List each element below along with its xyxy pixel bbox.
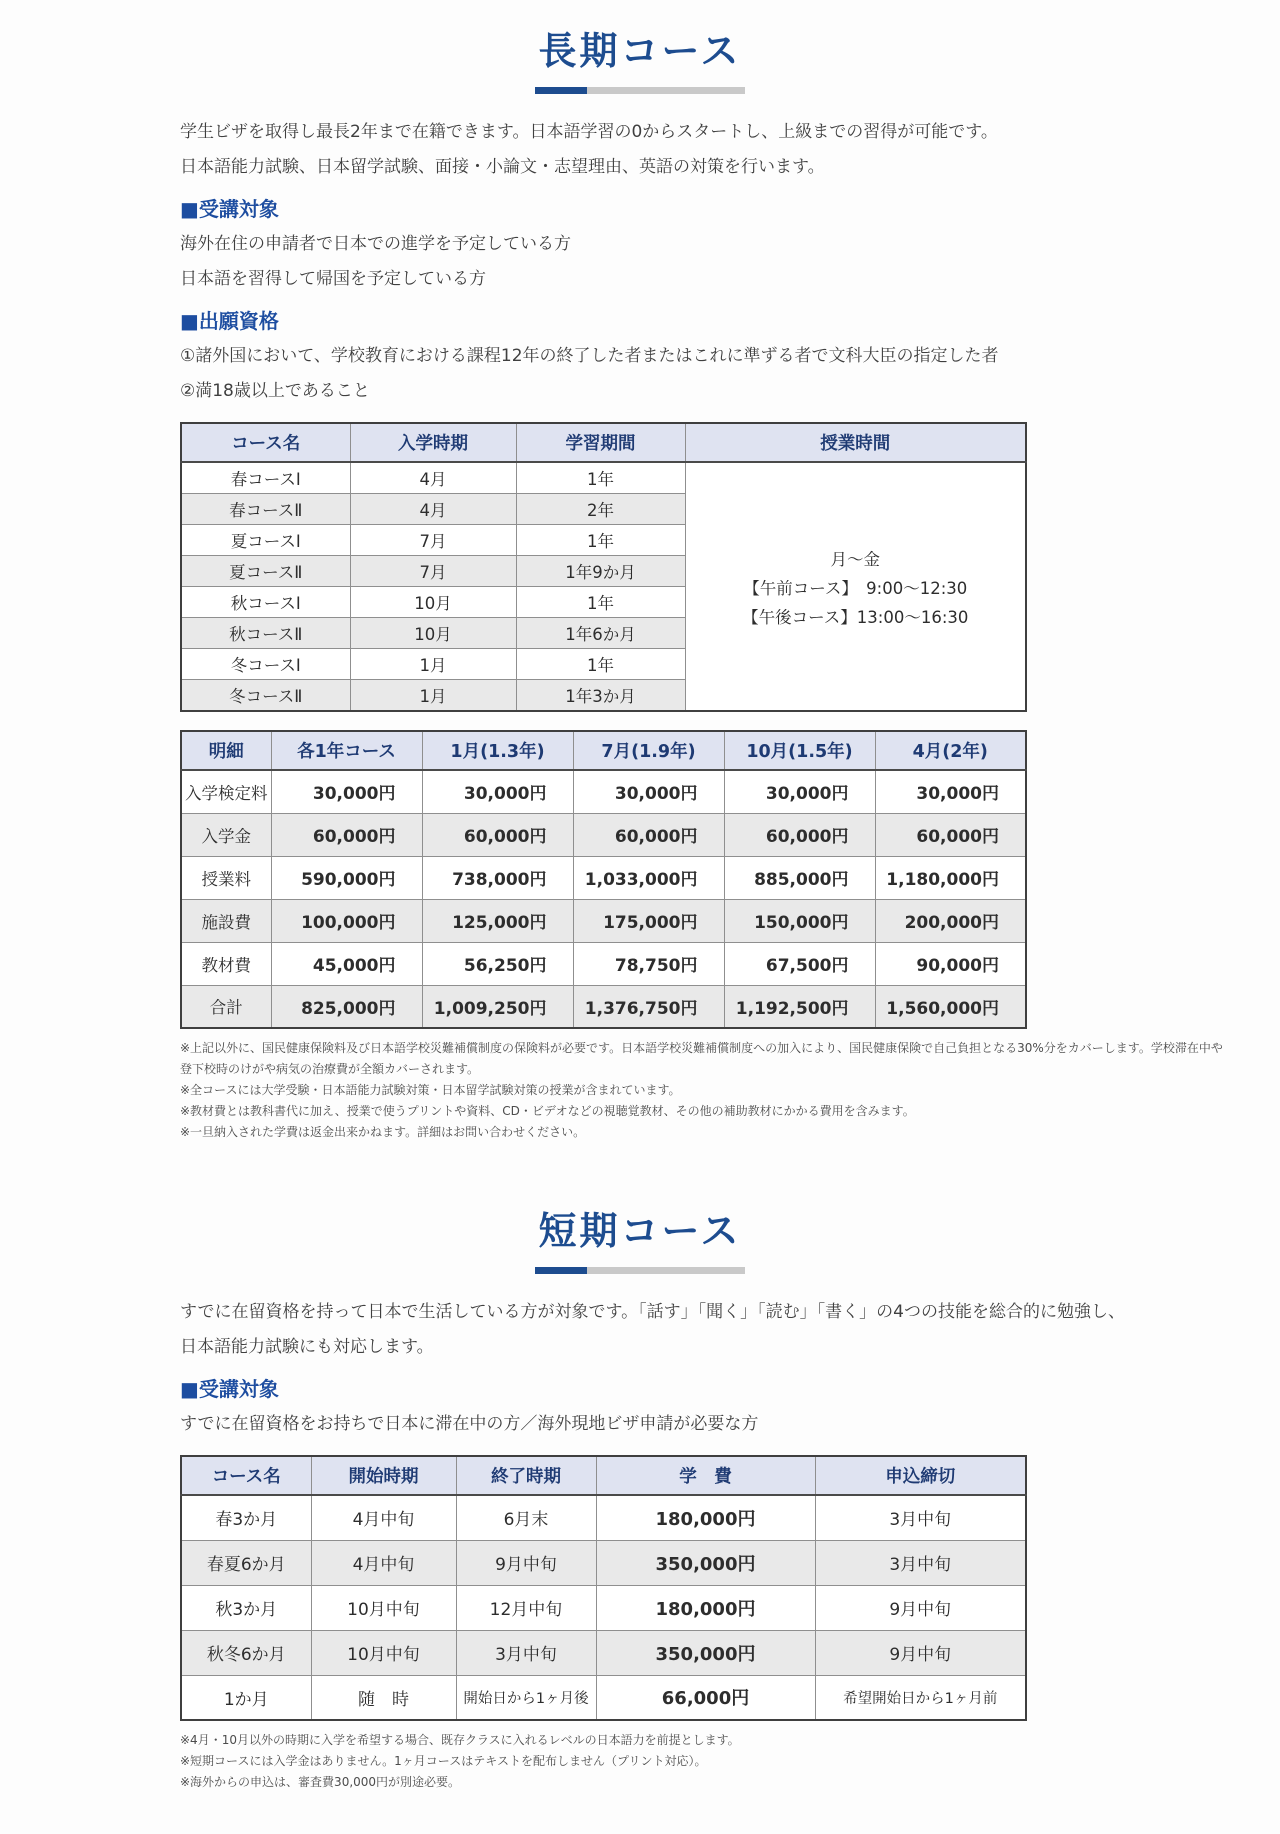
- bottom-spacer: [180, 1794, 1030, 1834]
- fee-item-label: 施設費: [181, 899, 271, 942]
- schedule-header-row: [181, 423, 1026, 462]
- note-line: ※4月・10月以外の時期に入学を希望する場合、既存クラスに入れるレベルの日本語力を前提とします。: [180, 1733, 740, 1747]
- intro-line: 日本語能力試験、日本留学試験、面接・小論文・志望理由、英語の対策を行います。: [180, 157, 825, 177]
- note-line: ※全コースには大学受験・日本語能力試験対策・日本留学試験対策の授業が含まれています。: [180, 1083, 681, 1097]
- table-row: [181, 770, 1026, 813]
- long-course-header: [0, 20, 1280, 94]
- duration-cell: 1年3か月: [516, 680, 685, 712]
- fee-value: 1,033,000円: [573, 856, 724, 899]
- class-time-cell: [685, 462, 1026, 711]
- end-cell: 12月中旬: [456, 1585, 596, 1630]
- fee-item-label: 教材費: [181, 942, 271, 985]
- entry-month-cell: 4月: [350, 494, 516, 525]
- short-course-title: 短期コース: [538, 1209, 742, 1253]
- table-row: [181, 1585, 1026, 1630]
- short-course-intro: [180, 1298, 1125, 1362]
- table-row: [181, 462, 1026, 494]
- column-header: 各1年コース: [271, 731, 422, 770]
- long-course-intro: [180, 118, 1030, 182]
- column-header: 入学時期: [350, 423, 516, 462]
- divider-dark-segment: [535, 87, 587, 94]
- fee-value: 100,000円: [271, 899, 422, 942]
- fee-value: 1,192,500円: [724, 985, 875, 1028]
- entry-month-cell: 7月: [350, 556, 516, 587]
- deadline-cell: 9月中旬: [815, 1585, 1026, 1630]
- fee-value: 125,000円: [422, 899, 573, 942]
- intro-line: 日本語能力試験にも対応します。: [180, 1337, 434, 1357]
- divider-gray-segment: [587, 1267, 745, 1274]
- note-line: ※一旦納入された学費は返金出来かねます。詳細はお問い合わせください。: [180, 1125, 586, 1139]
- column-header: 学習期間: [516, 423, 685, 462]
- fee-value: 45,000円: [271, 942, 422, 985]
- target-audience-line: 日本語を習得して帰国を予定している方: [180, 269, 486, 289]
- divider-dark-segment: [535, 1267, 587, 1274]
- start-cell: 10月中旬: [311, 1630, 456, 1675]
- short-course-header-row: [181, 1456, 1026, 1495]
- course-name-cell: 秋コースⅡ: [181, 618, 350, 649]
- intro-line: すでに在留資格を持って日本で生活している方が対象です。「話す」「聞く」「読む」「書く」の4つの技能を総合的に勉強し、: [180, 1302, 1125, 1322]
- table-row: [181, 1630, 1026, 1675]
- entry-month-cell: 1月: [350, 680, 516, 712]
- fee-value: 60,000円: [724, 813, 875, 856]
- fee-value: 30,000円: [271, 770, 422, 813]
- column-header: 申込締切: [815, 1456, 1026, 1495]
- duration-cell: 1年: [516, 525, 685, 556]
- table-row: [181, 1540, 1026, 1585]
- class-time-line: 月～金: [830, 549, 880, 569]
- column-header: 1月(1.3年): [422, 731, 573, 770]
- note-line: ※海外からの申込は、審査費30,000円が別途必要。: [180, 1775, 461, 1789]
- fee-value: 1,560,000円: [875, 985, 1026, 1028]
- course-name-cell: 秋冬6か月: [181, 1630, 311, 1675]
- course-name-cell: 春夏6か月: [181, 1540, 311, 1585]
- fee-value: 200,000円: [875, 899, 1026, 942]
- end-cell: 6月末: [456, 1495, 596, 1540]
- fee-value: 60,000円: [422, 813, 573, 856]
- column-header: コース名: [181, 1456, 311, 1495]
- column-header: 10月(1.5年): [724, 731, 875, 770]
- fee-value: 60,000円: [271, 813, 422, 856]
- entry-month-cell: 10月: [350, 587, 516, 618]
- end-cell: 9月中旬: [456, 1540, 596, 1585]
- fee-item-label: 授業料: [181, 856, 271, 899]
- start-cell: 4月中旬: [311, 1540, 456, 1585]
- table-row: [181, 1495, 1026, 1540]
- fee-value: 67,500円: [724, 942, 875, 985]
- table-row: [181, 1675, 1026, 1720]
- deadline-cell: 希望開始日から1ヶ月前: [815, 1675, 1026, 1720]
- entry-month-cell: 10月: [350, 618, 516, 649]
- entry-month-cell: 1月: [350, 649, 516, 680]
- fee-value: 30,000円: [573, 770, 724, 813]
- fee-value: 150,000円: [724, 899, 875, 942]
- column-header: 終了時期: [456, 1456, 596, 1495]
- fee-item-label: 入学金: [181, 813, 271, 856]
- long-course-notes: [180, 1039, 1223, 1142]
- column-header: 7月(1.9年): [573, 731, 724, 770]
- start-cell: 4月中旬: [311, 1495, 456, 1540]
- target-audience-line: すでに在留資格をお持ちで日本に滞在中の方／海外現地ビザ申請が必要な方: [180, 1414, 759, 1434]
- column-header: 開始時期: [311, 1456, 456, 1495]
- course-name-cell: 冬コースⅡ: [181, 680, 350, 712]
- fee-value: 60,000円: [875, 813, 1026, 856]
- column-header: 授業時間: [685, 423, 1026, 462]
- fee-value: 738,000円: [422, 856, 573, 899]
- fee-item-label: 入学検定料: [181, 770, 271, 813]
- target-audience-heading: ■受講対象: [180, 1377, 279, 1401]
- duration-cell: 1年: [516, 587, 685, 618]
- fee-value: 180,000円: [596, 1585, 815, 1630]
- long-course-title: 長期コース: [538, 29, 742, 73]
- fee-value: 175,000円: [573, 899, 724, 942]
- entry-month-cell: 7月: [350, 525, 516, 556]
- class-time-line: 【午後コース】13:00～16:30: [742, 607, 969, 627]
- title-divider: [535, 87, 745, 94]
- start-cell: 随 時: [311, 1675, 456, 1720]
- short-course-table: [180, 1455, 1027, 1721]
- divider-gray-segment: [587, 87, 745, 94]
- duration-cell: 1年: [516, 462, 685, 494]
- eligibility-line: ①諸外国において、学校教育における課程12年の終了した者またはこれに準ずる者で文科大臣の指定した者: [180, 346, 999, 366]
- course-name-cell: 秋3か月: [181, 1585, 311, 1630]
- course-name-cell: 春コースⅡ: [181, 494, 350, 525]
- deadline-cell: 3月中旬: [815, 1495, 1026, 1540]
- long-course-content: [180, 118, 1223, 1142]
- title-divider: [535, 1267, 745, 1274]
- note-line: ※上記以外に、国民健康保険料及び日本語学校災難補償制度の保険料が必要です。日本語学校災難補償制度への加入により、国民健康保険で自己負担となる30%分をカバーします。学校滞在中や: [180, 1041, 1223, 1055]
- fee-value: 30,000円: [724, 770, 875, 813]
- course-name-cell: 秋コースⅠ: [181, 587, 350, 618]
- fee-value: 590,000円: [271, 856, 422, 899]
- target-audience-line: 海外在住の申請者で日本での進学を予定している方: [180, 234, 571, 254]
- column-header: 学 費: [596, 1456, 815, 1495]
- table-row: [181, 813, 1026, 856]
- note-line: ※短期コースには入学金はありません。1ヶ月コースはテキストを配布しません（プリント対応）。: [180, 1754, 707, 1768]
- end-cell: 開始日から1ヶ月後: [456, 1675, 596, 1720]
- eligibility-heading: ■出願資格: [180, 309, 279, 333]
- table-row: [181, 856, 1026, 899]
- table-row: [181, 899, 1026, 942]
- course-name-cell: 夏コースⅡ: [181, 556, 350, 587]
- course-name-cell: 春3か月: [181, 1495, 311, 1540]
- fee-value: 30,000円: [422, 770, 573, 813]
- deadline-cell: 9月中旬: [815, 1630, 1026, 1675]
- course-name-cell: 夏コースⅠ: [181, 525, 350, 556]
- fee-value: 56,250円: [422, 942, 573, 985]
- fee-value: 78,750円: [573, 942, 724, 985]
- fee-value: 350,000円: [596, 1540, 815, 1585]
- intro-line: 学生ビザを取得し最長2年まで在籍できます。日本語学習の0からスタートし、上級までの習得が可能です。: [180, 122, 998, 142]
- duration-cell: 2年: [516, 494, 685, 525]
- fee-item-label: 合計: [181, 985, 271, 1028]
- course-name-cell: 1か月: [181, 1675, 311, 1720]
- short-course-content: [180, 1298, 1125, 1834]
- duration-cell: 1年9か月: [516, 556, 685, 587]
- fee-value: 60,000円: [573, 813, 724, 856]
- fee-value: 1,009,250円: [422, 985, 573, 1028]
- column-header: 明細: [181, 731, 271, 770]
- long-course-fee-table: [180, 730, 1027, 1029]
- short-course-header: [0, 1200, 1280, 1274]
- note-line: ※教材費とは教科書代に加え、授業で使うプリントや資料、CD・ビデオなどの視聴覚教材、その他の補助教材にかかる費用を含みます。: [180, 1104, 915, 1118]
- table-row: [181, 942, 1026, 985]
- end-cell: 3月中旬: [456, 1630, 596, 1675]
- column-header: 4月(2年): [875, 731, 1026, 770]
- fee-value: 1,180,000円: [875, 856, 1026, 899]
- fee-header-row: [181, 731, 1026, 770]
- table-row-total: [181, 985, 1026, 1028]
- target-audience-heading: ■受講対象: [180, 197, 279, 221]
- course-name-cell: 冬コースⅠ: [181, 649, 350, 680]
- deadline-cell: 3月中旬: [815, 1540, 1026, 1585]
- fee-value: 90,000円: [875, 942, 1026, 985]
- fee-value: 350,000円: [596, 1630, 815, 1675]
- duration-cell: 1年6か月: [516, 618, 685, 649]
- fee-value: 66,000円: [596, 1675, 815, 1720]
- fee-value: 825,000円: [271, 985, 422, 1028]
- long-course-schedule-table: [180, 422, 1027, 712]
- entry-month-cell: 4月: [350, 462, 516, 494]
- fee-value: 885,000円: [724, 856, 875, 899]
- eligibility-line: ②満18歳以上であること: [180, 381, 370, 401]
- class-time-line: 【午前コース】 9:00～12:30: [743, 578, 968, 598]
- fee-value: 30,000円: [875, 770, 1026, 813]
- column-header: コース名: [181, 423, 350, 462]
- duration-cell: 1年: [516, 649, 685, 680]
- course-name-cell: 春コースⅠ: [181, 462, 350, 494]
- fee-value: 180,000円: [596, 1495, 815, 1540]
- start-cell: 10月中旬: [311, 1585, 456, 1630]
- short-course-notes: [180, 1731, 1140, 1792]
- fee-value: 1,376,750円: [573, 985, 724, 1028]
- note-line: 登下校時のけがや病気の治療費が全額カバーされます。: [180, 1062, 480, 1076]
